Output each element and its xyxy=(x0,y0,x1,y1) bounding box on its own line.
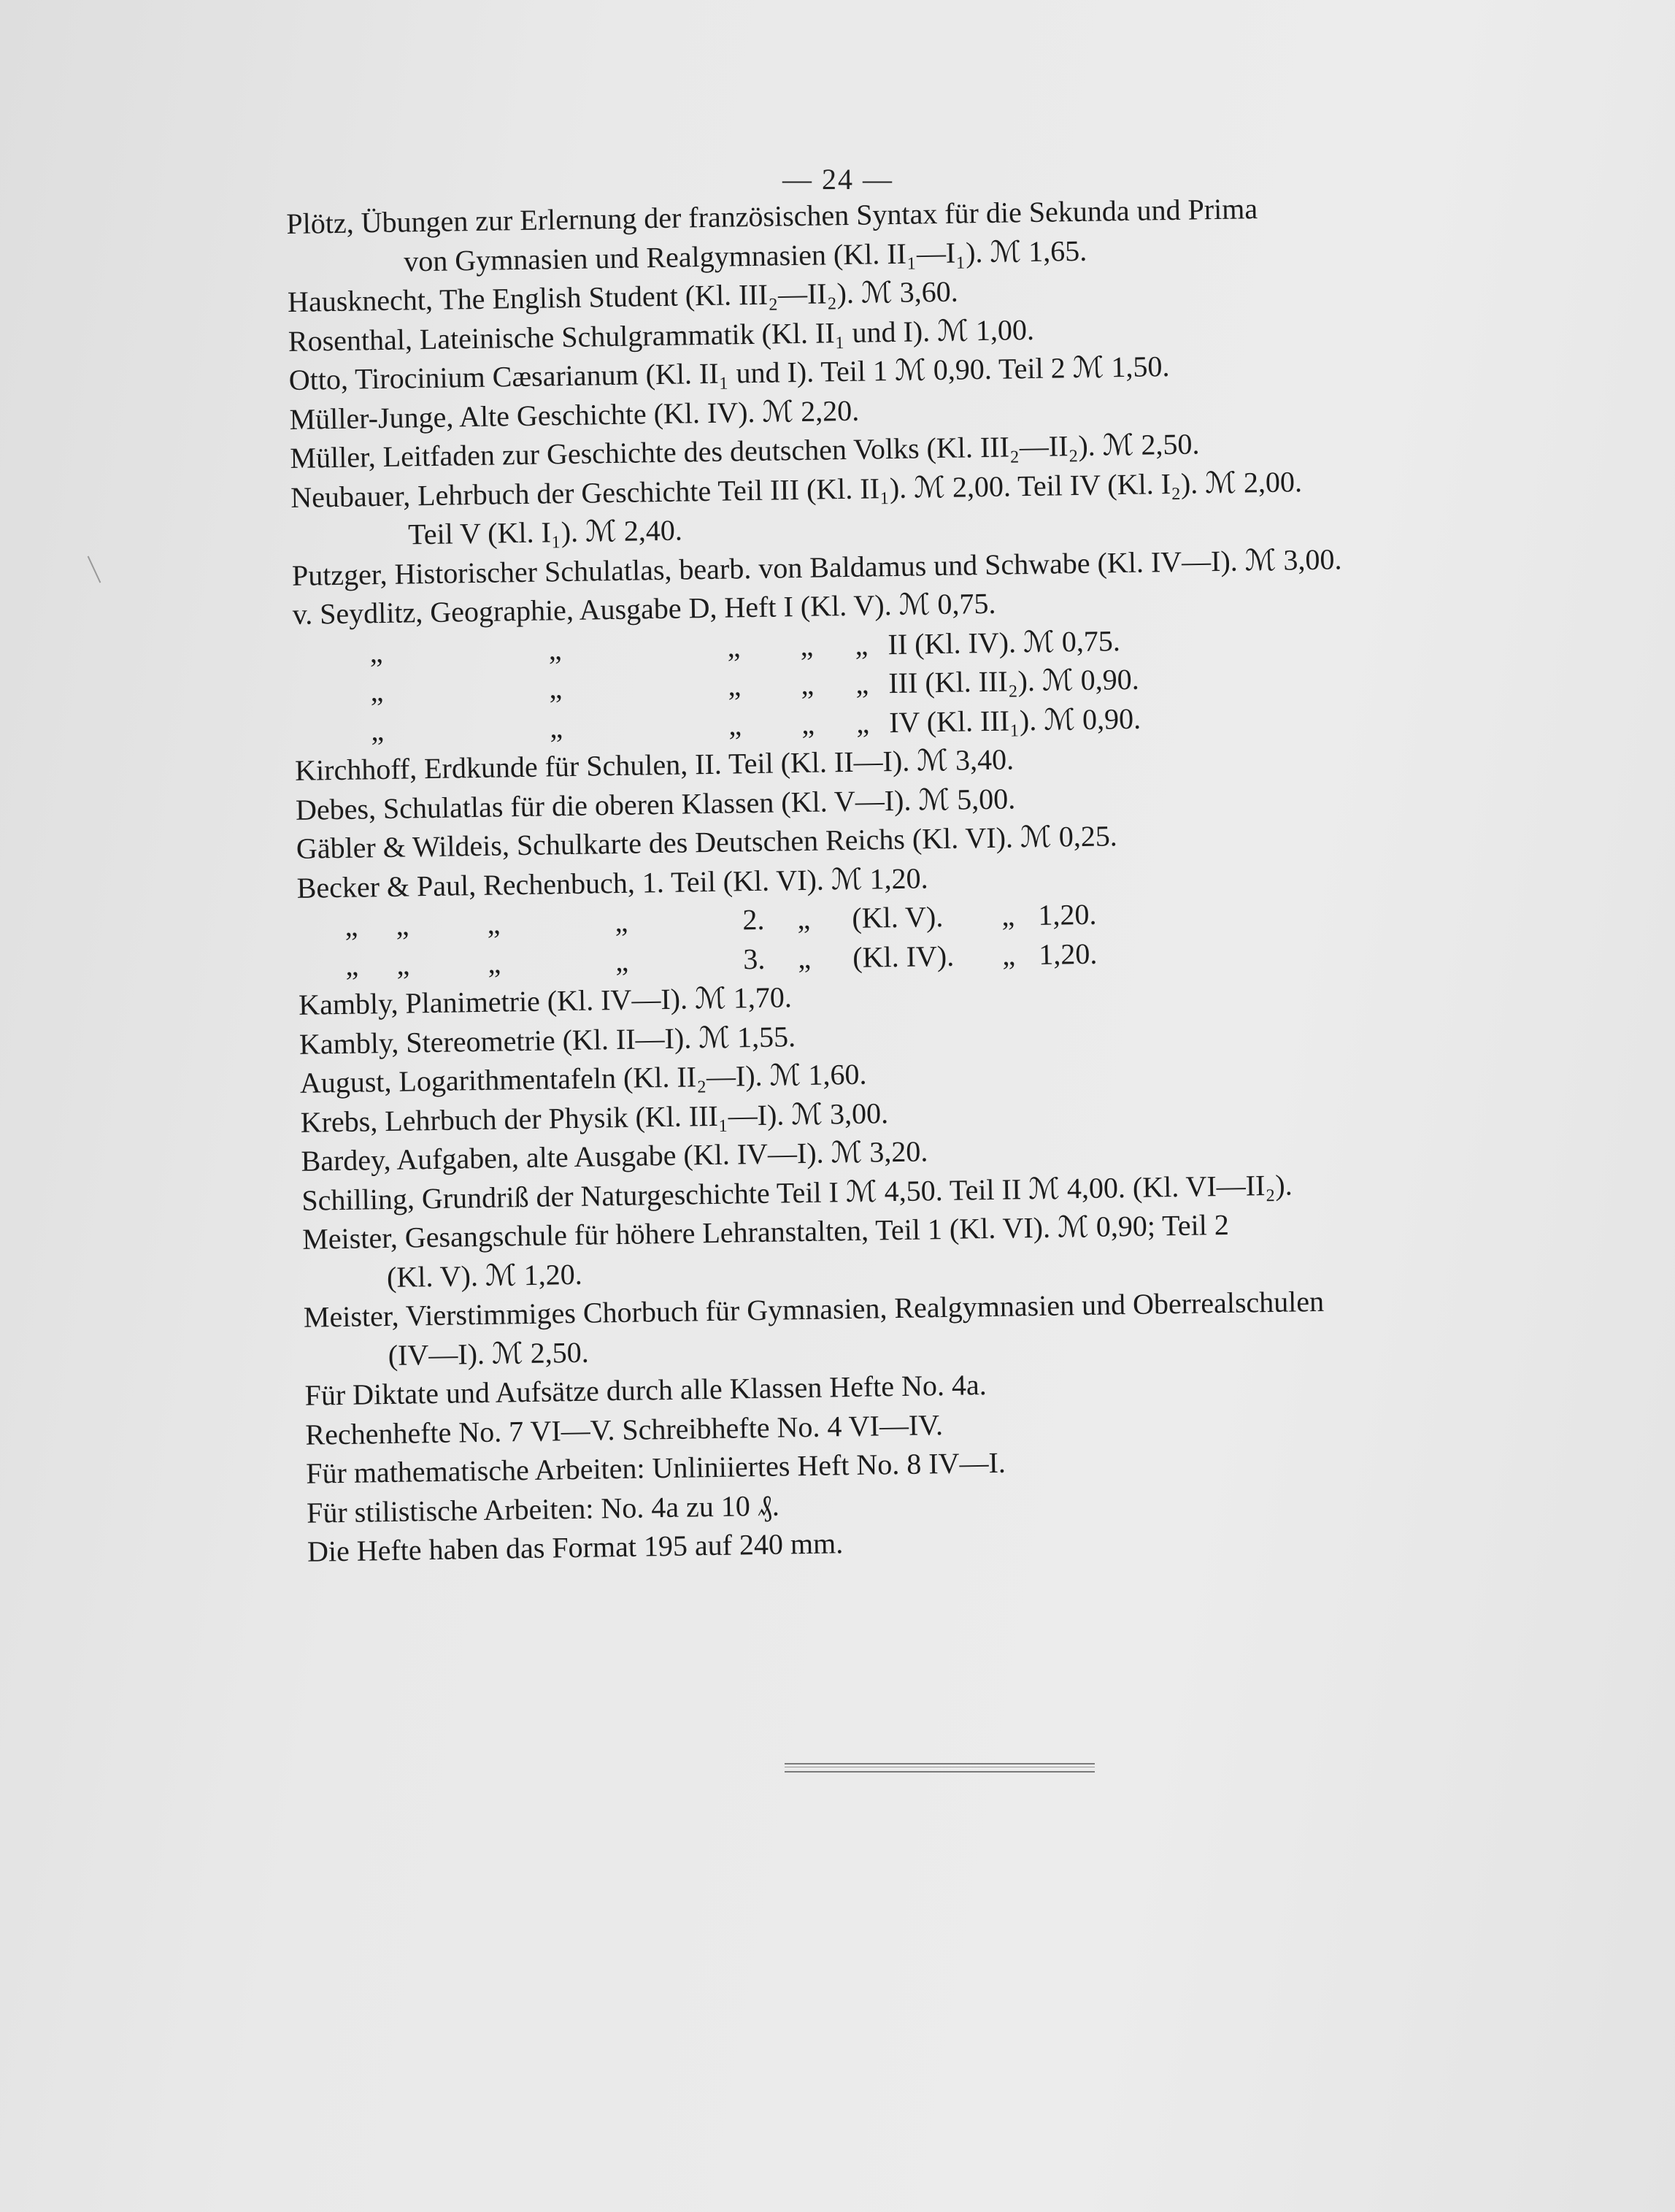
seydlitz-heft-text: II (Kl. IV). ℳ 0,75. xyxy=(887,623,1121,661)
ditto-mark: „ xyxy=(396,908,409,942)
book-entry-meister-gesangschule-cont: (Kl. V). ℳ 1,20. xyxy=(386,1257,582,1294)
notebook-note-mathematische: Für mathematische Arbeiten: Unliniiertes Heft No. 8 IV—I. xyxy=(305,1445,1006,1490)
book-entry-otto: Otto, Tirocinium Cæsarianum (Kl. II₁ und I). Teil 1 ℳ 0,90. Teil 2 ℳ 1,50. xyxy=(288,350,1170,396)
seydlitz-heft-text: IV (Kl. III₁). ℳ 0,90. xyxy=(888,702,1141,739)
notebook-note-stilistische: Für stilistische Arbeiten: No. 4a zu 10 ₰. xyxy=(306,1489,780,1529)
book-entry-neubauer: Neubauer, Lehrbuch der Geschichte Teil III (Kl. II₁). ℳ 2,00. Teil IV (Kl. I₂). ℳ 2,00. xyxy=(290,464,1303,514)
ditto-mark: „ xyxy=(615,944,629,978)
notebook-note-format: Die Hefte haben das Format 195 auf 240 mm. xyxy=(307,1526,844,1568)
ditto-mark: „ xyxy=(855,667,869,700)
page-number: — 24 — xyxy=(782,163,893,196)
ditto-mark: „ xyxy=(369,635,383,669)
book-entry-schilling: Schilling, Grundriß der Naturgeschichte Teil I ℳ 4,50. Teil II ℳ 4,00. (Kl. VI—II₂). xyxy=(301,1168,1293,1217)
ditto-mark: „ xyxy=(396,947,410,981)
book-entry-gaebler: Gäbler & Wildeis, Schulkarte des Deutschen Reichs (Kl. VI). ℳ 0,25. xyxy=(296,819,1118,865)
book-entry-meister-chorbuch: Meister, Vierstimmiges Chorbuch für Gymnasien, Realgymnasien und Oberrealschulen xyxy=(303,1284,1325,1334)
ditto-mark: „ xyxy=(800,629,814,662)
ditto-mark: „ xyxy=(615,905,628,939)
book-list xyxy=(286,184,1592,1571)
ditto-mark: „ xyxy=(549,672,563,705)
ditto-mark: „ xyxy=(855,706,870,740)
ditto-mark: „ xyxy=(797,902,811,936)
ditto-mark: „ xyxy=(487,946,501,980)
book-entry-hausknecht: Hausknecht, The English Student (Kl. III₂—II₂). ℳ 3,60. xyxy=(287,274,958,318)
becker-price: 1,20. xyxy=(1038,897,1097,932)
becker-teil-number: 3. xyxy=(742,942,766,975)
notebook-note-diktate: Für Diktate und Aufsätze durch alle Klassen Hefte No. 4a. xyxy=(304,1368,987,1412)
book-entry-becker: Becker & Paul, Rechenbuch, 1. Teil (Kl. VI). ℳ 1,20. xyxy=(296,861,928,905)
scan-edge-mark xyxy=(88,556,101,583)
book-entry-rosenthal: Rosenthal, Lateinische Schulgrammatik (Kl. II₁ und I). ℳ 1,00. xyxy=(288,312,1035,358)
ditto-mark: „ xyxy=(797,941,812,975)
becker-price: 1,20. xyxy=(1038,937,1098,971)
ditto-mark: „ xyxy=(548,632,562,666)
book-entry-ploetz: Plötz, Übungen zur Erlernung der französischen Syntax für die Sekunda und Prima xyxy=(286,192,1258,240)
book-entry-neubauer-cont: Teil V (Kl. I₁). ℳ 2,40. xyxy=(407,513,683,551)
becker-teil-number: 2. xyxy=(742,902,765,937)
book-entry-bardey: Bardey, Aufgaben, alte Ausgabe (Kl. IV—I). ℳ 3,20. xyxy=(301,1134,928,1178)
ditto-mark: „ xyxy=(370,713,385,747)
ditto-mark: „ xyxy=(728,669,742,702)
ditto-mark: „ xyxy=(801,667,815,701)
becker-class: (Kl. IV). xyxy=(852,939,955,974)
book-entry-putzger: Putzger, Historischer Schulatlas, bearb. von Baldamus und Schwabe (Kl. IV—I). ℳ 3,00. xyxy=(291,542,1342,592)
book-entry-ploetz-cont: von Gymnasien und Realgymnasien (Kl. II₁—I₁). ℳ 1,65. xyxy=(403,234,1087,277)
ditto-mark: „ xyxy=(728,707,742,742)
ditto-mark: „ xyxy=(1001,899,1015,932)
ditto-mark: „ xyxy=(727,629,741,664)
book-entry-kirchhoff: Kirchhoff, Erdkunde für Schulen, II. Teil (Kl. II—I). ℳ 3,40. xyxy=(294,742,1014,787)
book-entry-seydlitz: v. Seydlitz, Geographie, Ausgabe D, Heft I (Kl. V). ℳ 0,75. xyxy=(292,586,996,631)
ditto-mark: „ xyxy=(370,674,384,708)
book-entry-meister-gesangschule: Meister, Gesangschule für höhere Lehranstalten, Teil 1 (Kl. VI). ℳ 0,90; Teil 2 xyxy=(301,1207,1230,1256)
book-entry-meister-chorbuch-cont: (IV—I). ℳ 2,50. xyxy=(388,1335,590,1372)
notebook-note-rechenhefte: Rechenhefte No. 7 VI—V. Schreibhefte No. 4 VI—IV. xyxy=(305,1408,944,1451)
ditto-mark: „ xyxy=(345,948,359,982)
ditto-mark: „ xyxy=(549,710,563,744)
ditto-mark: „ xyxy=(487,907,501,940)
book-entry-mueller: Müller, Leitfaden zur Geschichte des deutschen Volks (Kl. III₂—II₂). ℳ 2,50. xyxy=(290,427,1200,475)
book-entry-kambly-planimetrie: Kambly, Planimetrie (Kl. IV—I). ℳ 1,70. xyxy=(298,980,793,1021)
ditto-mark: „ xyxy=(855,628,869,661)
becker-class: (Kl. V). xyxy=(852,899,944,934)
seydlitz-heft-text: III (Kl. III₂). ℳ 0,90. xyxy=(888,662,1139,700)
closing-double-rule xyxy=(785,1763,1095,1773)
ditto-mark: „ xyxy=(801,707,815,740)
book-entry-kambly-stereometrie: Kambly, Stereometrie (Kl. II—I). ℳ 1,55. xyxy=(299,1019,796,1061)
book-entry-august: August, Logarithmentafeln (Kl. II₂—I). ℳ 1,60. xyxy=(299,1057,867,1099)
ditto-mark: „ xyxy=(344,909,358,942)
ditto-mark: „ xyxy=(1001,937,1016,972)
book-entry-mueller-junge: Müller-Junge, Alte Geschichte (Kl. IV). ℳ 2,20. xyxy=(289,393,860,436)
book-entry-debes: Debes, Schulatlas für die oberen Klassen (Kl. V—I). ℳ 5,00. xyxy=(295,781,1016,826)
book-entry-krebs: Krebs, Lehrbuch der Physik (Kl. III₁—I). ℳ 3,00. xyxy=(300,1096,889,1139)
